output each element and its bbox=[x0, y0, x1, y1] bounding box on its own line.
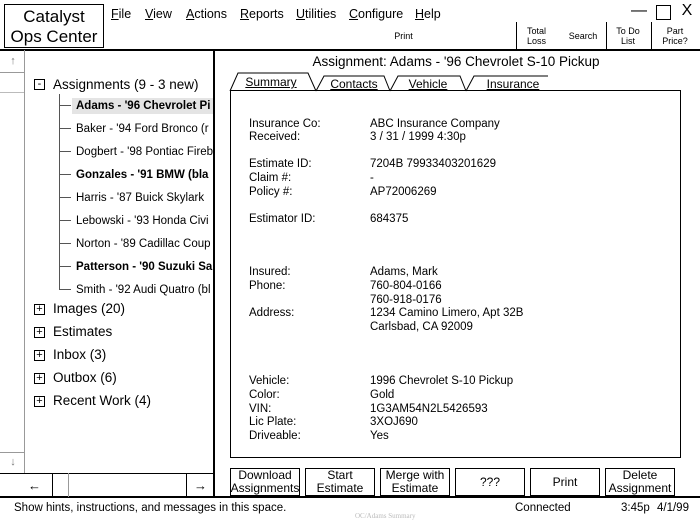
vscroll-top-sep bbox=[0, 72, 24, 73]
app-title bbox=[4, 4, 104, 48]
todo-list-button[interactable] bbox=[606, 22, 649, 49]
todo-list-label: To Do List bbox=[616, 25, 640, 46]
field-label: Insured: bbox=[249, 266, 291, 278]
menu-mnemonic: C bbox=[349, 7, 359, 21]
expand-icon[interactable]: + bbox=[34, 373, 45, 384]
header-divider bbox=[0, 49, 700, 51]
field-value: Gold bbox=[370, 389, 395, 401]
hscroll-right-sep bbox=[186, 473, 187, 497]
close-button[interactable] bbox=[678, 3, 696, 21]
scroll-left-arrow-icon[interactable]: ← bbox=[28, 478, 41, 493]
status-hint: Show hints, instructions, and messages in this space. bbox=[14, 502, 287, 514]
assignment-item[interactable]: Gonzales - '91 BMW (bla bbox=[76, 169, 209, 181]
expand-icon[interactable]: + bbox=[34, 327, 45, 338]
field-value: 760-804-0166 bbox=[370, 280, 442, 292]
expand-icon[interactable]: + bbox=[34, 396, 45, 407]
tree-branch bbox=[59, 105, 71, 106]
menu-actions[interactable] bbox=[186, 7, 227, 21]
toolbar-search-button[interactable] bbox=[562, 22, 604, 49]
toolbar-print-button[interactable] bbox=[380, 22, 427, 49]
field-label: Color: bbox=[249, 389, 280, 401]
field-label: Insurance Co: bbox=[249, 118, 321, 130]
menu-label-rest: eports bbox=[249, 7, 284, 21]
menu-view[interactable] bbox=[145, 7, 172, 21]
assignment-item[interactable]: Lebowski - '93 Honda Civi bbox=[76, 215, 209, 227]
field-label: Address: bbox=[249, 307, 295, 319]
status-divider bbox=[0, 496, 700, 498]
tree-folder[interactable]: Recent Work (4) bbox=[53, 393, 152, 408]
tab-label: Contacts bbox=[330, 77, 378, 91]
field-label: Vehicle: bbox=[249, 375, 290, 387]
part-price-label: Part Price? bbox=[662, 25, 688, 46]
field-value: Carlsbad, CA 92009 bbox=[370, 321, 473, 333]
assignment-item[interactable]: Adams - '96 Chevrolet Pi bbox=[72, 98, 213, 114]
tab-label: Vehicle bbox=[408, 77, 448, 91]
status-time: 3:45p bbox=[621, 502, 650, 514]
tab-label: Summary bbox=[245, 75, 297, 89]
field-label: Estimate ID: bbox=[249, 158, 312, 170]
unknown-action-button[interactable] bbox=[455, 468, 525, 496]
part-price-button[interactable] bbox=[651, 22, 698, 49]
field-value: 760-918-0176 bbox=[370, 294, 442, 306]
scroll-right-arrow-icon[interactable]: → bbox=[194, 478, 207, 493]
toolbar-search-label: Search bbox=[568, 30, 598, 41]
maximize-button[interactable] bbox=[656, 5, 671, 20]
field-value: Adams, Mark bbox=[370, 266, 438, 278]
tree-connector bbox=[59, 94, 60, 290]
field-value: ABC Insurance Company bbox=[370, 118, 500, 130]
menu-file[interactable] bbox=[111, 7, 131, 21]
hscroll-thumb-edge bbox=[68, 473, 69, 497]
menu-help[interactable] bbox=[415, 7, 441, 21]
menu-utilities[interactable] bbox=[296, 7, 336, 21]
field-value: 1996 Chevrolet S-10 Pickup bbox=[370, 375, 514, 387]
hscroll-top-line bbox=[0, 473, 214, 474]
merge-estimate-label: Merge with Estimate bbox=[385, 468, 445, 495]
assignments-collapse-icon[interactable]: - bbox=[34, 79, 45, 90]
assignment-item[interactable]: Baker - '94 Ford Bronco (r bbox=[76, 123, 209, 135]
pane-divider bbox=[213, 50, 215, 497]
vscroll-track[interactable] bbox=[24, 50, 25, 473]
tree-branch bbox=[59, 220, 71, 221]
tree-folder[interactable]: Inbox (3) bbox=[53, 347, 107, 362]
delete-assignment-label: Delete Assignment bbox=[608, 468, 672, 495]
tree-branch bbox=[59, 289, 71, 290]
vscroll-thumb-edge bbox=[0, 92, 24, 93]
status-watermark: OC/Adams Summary bbox=[355, 512, 416, 520]
print-button[interactable] bbox=[530, 468, 600, 496]
field-value: 3 / 31 / 1999 4:30p bbox=[370, 131, 466, 143]
field-label: Driveable: bbox=[249, 430, 301, 442]
field-label: Claim #: bbox=[249, 172, 292, 184]
total-loss-label: Total Loss bbox=[526, 25, 546, 46]
merge-estimate-button[interactable] bbox=[380, 468, 450, 496]
scroll-down-arrow-icon[interactable]: ↓ bbox=[10, 456, 16, 468]
menu-mnemonic: H bbox=[415, 7, 425, 21]
delete-assignment-button[interactable] bbox=[605, 468, 675, 496]
tree-branch bbox=[59, 128, 71, 129]
assignment-title: Assignment: Adams - '96 Chevrolet S-10 Pickup bbox=[312, 54, 600, 69]
assignment-item[interactable]: Norton - '89 Cadillac Coup bbox=[76, 238, 211, 250]
field-value: 3XOJ690 bbox=[370, 416, 418, 428]
assignment-item[interactable]: Dogbert - '98 Pontiac Fireb bbox=[76, 146, 213, 158]
menu-label-rest: ctions bbox=[194, 7, 227, 21]
start-estimate-button[interactable] bbox=[305, 468, 375, 496]
menu-mnemonic: U bbox=[296, 7, 306, 21]
minimize-button[interactable] bbox=[630, 3, 648, 21]
field-label: Lic Plate: bbox=[249, 416, 297, 428]
field-value: 1G3AM54N2L5426593 bbox=[370, 403, 488, 415]
menu-mnemonic: R bbox=[240, 7, 250, 21]
start-estimate-label: Start Estimate bbox=[316, 468, 364, 495]
field-value: Yes bbox=[370, 430, 389, 442]
field-value: AP72006269 bbox=[370, 186, 437, 198]
expand-icon[interactable]: + bbox=[34, 350, 45, 361]
tree-branch bbox=[59, 266, 71, 267]
tree-branch bbox=[59, 151, 71, 152]
tab-label: Insurance bbox=[486, 77, 540, 91]
download-assignments-button[interactable] bbox=[230, 468, 300, 496]
tree-branch bbox=[59, 197, 71, 198]
connection-status: Connected bbox=[515, 502, 571, 514]
tree-folder[interactable]: Outbox (6) bbox=[53, 370, 117, 385]
menu-label-rest: onfigure bbox=[358, 7, 404, 21]
toolbar-print-label: Print bbox=[394, 30, 413, 41]
field-label: Estimator ID: bbox=[249, 213, 316, 225]
field-label: Phone: bbox=[249, 280, 286, 292]
vscroll-bottom-sep bbox=[0, 452, 24, 453]
tree-assignments[interactable]: Assignments (9 - 3 new) bbox=[53, 77, 199, 92]
unknown-action-label: ??? bbox=[479, 474, 501, 489]
menu-mnemonic: F bbox=[111, 7, 119, 21]
minimize-icon: — bbox=[631, 2, 647, 19]
field-value: 1234 Camino Limero, Apt 32B bbox=[370, 307, 524, 319]
tree-folder[interactable]: Estimates bbox=[53, 324, 113, 339]
download-assignments-label: Download Assignments bbox=[230, 468, 300, 495]
close-icon: X bbox=[681, 2, 693, 19]
menu-reports[interactable] bbox=[240, 7, 284, 21]
menu-configure[interactable] bbox=[349, 7, 403, 21]
hscroll-left-sep bbox=[52, 473, 53, 497]
field-label: Received: bbox=[249, 131, 301, 143]
expand-icon[interactable]: + bbox=[34, 304, 45, 315]
total-loss-button[interactable] bbox=[516, 22, 556, 49]
field-value: - bbox=[370, 172, 374, 184]
tab-summary[interactable] bbox=[232, 73, 310, 91]
field-label: VIN: bbox=[249, 403, 272, 415]
assignment-item[interactable]: Harris - '87 Buick Skylark bbox=[76, 192, 205, 204]
tree-folder[interactable]: Images (20) bbox=[53, 301, 126, 316]
menu-label-rest: ile bbox=[118, 7, 132, 21]
assignment-item[interactable]: Smith - '92 Audi Quatro (bl bbox=[76, 284, 211, 296]
menu-label-rest: elp bbox=[424, 7, 441, 21]
print-label: Print bbox=[552, 474, 578, 489]
field-value: 7204B 79933403201629 bbox=[370, 158, 496, 170]
assignment-item[interactable]: Patterson - '90 Suzuki Sa bbox=[76, 261, 213, 273]
menu-label-rest: tilities bbox=[305, 7, 337, 21]
field-label: Policy #: bbox=[249, 186, 293, 198]
app-title-line2: Ops Center bbox=[10, 27, 98, 46]
menu-mnemonic: A bbox=[186, 7, 195, 21]
menu-mnemonic: V bbox=[145, 7, 154, 21]
tree-branch bbox=[59, 243, 71, 244]
status-date: 4/1/99 bbox=[657, 502, 689, 514]
menu-label-rest: iew bbox=[153, 7, 172, 21]
scroll-up-arrow-icon[interactable]: ↑ bbox=[10, 55, 16, 67]
app-title-line1: Catalyst bbox=[23, 7, 85, 26]
tree-branch bbox=[59, 174, 71, 175]
field-value: 684375 bbox=[370, 213, 409, 225]
